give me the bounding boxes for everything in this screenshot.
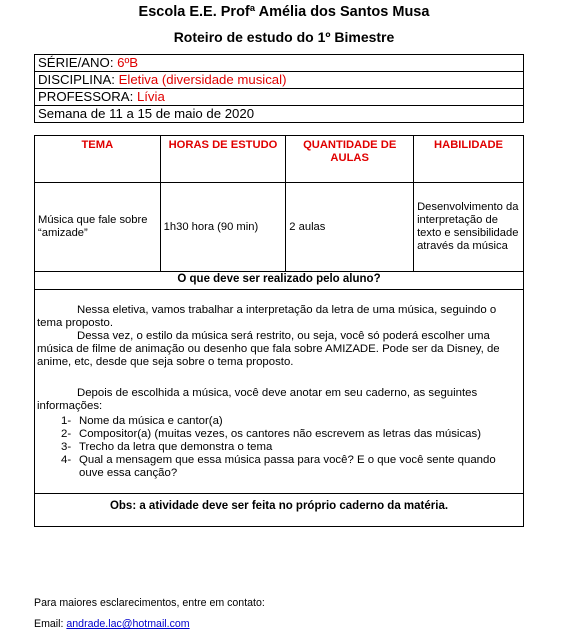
divider bbox=[35, 289, 523, 290]
study-plan-box bbox=[34, 135, 524, 527]
disciplina-row bbox=[35, 72, 524, 89]
cell-horas: 1h30 hora (90 min) bbox=[160, 183, 286, 272]
task-paragraph-2: Dessa vez, o estilo da música será restrito, ou seja, você só poderá escolher uma música de filme de animação ou desenho que fala sobre AMIZADE. Pode ser da Disney, de anime, etc, desde que seja sobre o tema proposto. bbox=[37, 330, 500, 368]
professora-row bbox=[35, 89, 524, 106]
email-label: Email: bbox=[34, 618, 67, 630]
obs-note: Obs: a atividade deve ser feita no próprio caderno da matéria. bbox=[109, 500, 449, 512]
professora-label: PROFESSORA: bbox=[38, 89, 137, 104]
professora-value: Lívia bbox=[136, 89, 165, 104]
disciplina-label: DISCIPLINA: bbox=[38, 72, 119, 87]
list-item-number: 2- bbox=[61, 428, 72, 440]
document-subtitle: Roteiro de estudo do 1º Bimestre bbox=[173, 29, 395, 45]
serie-row bbox=[35, 55, 524, 72]
list-item bbox=[37, 415, 519, 428]
header-quantidade: QUANTIDADE DE AULAS bbox=[286, 136, 414, 183]
task-paragraph-3: Depois de escolhida a música, você deve anotar em seu caderno, as seguintes informações: bbox=[37, 387, 478, 412]
contact-email-row bbox=[34, 618, 190, 630]
header-horas: HORAS DE ESTUDO bbox=[160, 136, 286, 183]
semana-row: Semana de 11 a 15 de maio de 2020 bbox=[35, 106, 524, 123]
task-paragraph-1: Nessa eletiva, vamos trabalhar a interpretação da letra de uma música, seguindo o tema proposto. bbox=[37, 304, 497, 329]
list-item bbox=[37, 428, 519, 441]
task-list bbox=[37, 415, 519, 480]
serie-label: SÉRIE/ANO: bbox=[38, 55, 118, 70]
email-link[interactable]: andrade.lac@hotmail.com bbox=[66, 618, 190, 630]
header-habilidade: HABILIDADE bbox=[414, 136, 524, 183]
list-item-text: Compositor(a) (muitas vezes, os cantores não escrevem as letras das músicas) bbox=[79, 428, 481, 440]
list-item bbox=[37, 454, 519, 480]
contact-text: Para maiores esclarecimentos, entre em contato: bbox=[34, 597, 265, 609]
list-item-number: 4- bbox=[61, 454, 72, 466]
disciplina-value: Eletiva (diversidade musical) bbox=[118, 72, 287, 87]
cell-habilidade: Desenvolvimento da interpretação de texto e sensibilidade através da música bbox=[414, 183, 524, 272]
divider bbox=[35, 493, 523, 494]
list-item-number: 3- bbox=[61, 441, 72, 453]
school-name: Escola E.E. Profª Amélia dos Santos Musa bbox=[138, 4, 430, 20]
task-title: O que deve ser realizado pelo aluno? bbox=[177, 273, 381, 285]
serie-value: 6ºB bbox=[117, 55, 139, 70]
list-item-text: Trecho da letra que demonstra o tema bbox=[79, 441, 273, 453]
cell-quantidade: 2 aulas bbox=[286, 183, 414, 272]
list-item bbox=[37, 441, 519, 454]
list-item-number: 1- bbox=[61, 415, 72, 427]
study-plan-table bbox=[34, 135, 524, 272]
info-table bbox=[34, 54, 524, 123]
list-item-text: Qual a mensagem que essa música passa para você? E o que você sente quando ouve essa canção? bbox=[79, 454, 496, 479]
header-tema: TEMA bbox=[35, 136, 161, 183]
list-item-text: Nome da música e cantor(a) bbox=[79, 415, 223, 427]
cell-tema: Música que fale sobre “amizade” bbox=[35, 183, 161, 272]
